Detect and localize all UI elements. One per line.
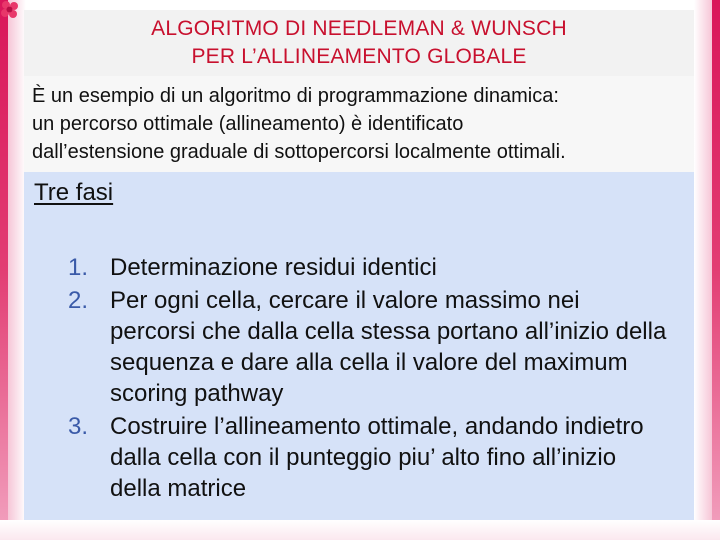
content-panel: [24, 172, 694, 520]
list-item-number: 2.: [68, 287, 89, 314]
flower-icon: [0, 0, 22, 24]
intro-text: [24, 76, 694, 166]
intro-line: dall’estensione graduale di sottopercorsi localmente ottimali.: [32, 141, 566, 163]
section-heading: Tre fasi: [34, 179, 114, 206]
left-edge-strip: [0, 0, 8, 540]
list-item: [68, 411, 668, 504]
list-item-number: 1.: [68, 254, 89, 281]
list-item-number: 3.: [68, 413, 89, 440]
list-item: [68, 252, 668, 283]
right-edge-fade: [694, 0, 712, 540]
bottom-decoration: [0, 520, 720, 540]
intro-line: un percorso ottimale (allineamento) è identificato: [32, 113, 464, 135]
list-item-text: Determinazione residui identici: [110, 254, 437, 281]
intro-line: È un esempio di un algoritmo di programmazione dinamica:: [32, 85, 559, 107]
list-item-text: Per ogni cella, cercare il valore massimo nei percorsi che dalla cella stessa portano all’inizio della sequenza e dare alla cella il valore del maximum scoring pathway: [110, 287, 667, 407]
right-edge-strip: [712, 0, 720, 540]
steps-list: [68, 252, 668, 506]
slide-title-line: ALGORITMO DI NEEDLEMAN & WUNSCH: [151, 17, 567, 40]
slide-title-line: PER L’ALLINEAMENTO GLOBALE: [191, 45, 527, 68]
list-item: [68, 285, 668, 409]
slide-title: [24, 10, 694, 76]
intro-paragraph: [24, 76, 694, 172]
list-item-text: Costruire l’allineamento ottimale, andando indietro dalla cella con il punteggio piu’ alto fino all’inizio della matrice: [110, 413, 644, 502]
